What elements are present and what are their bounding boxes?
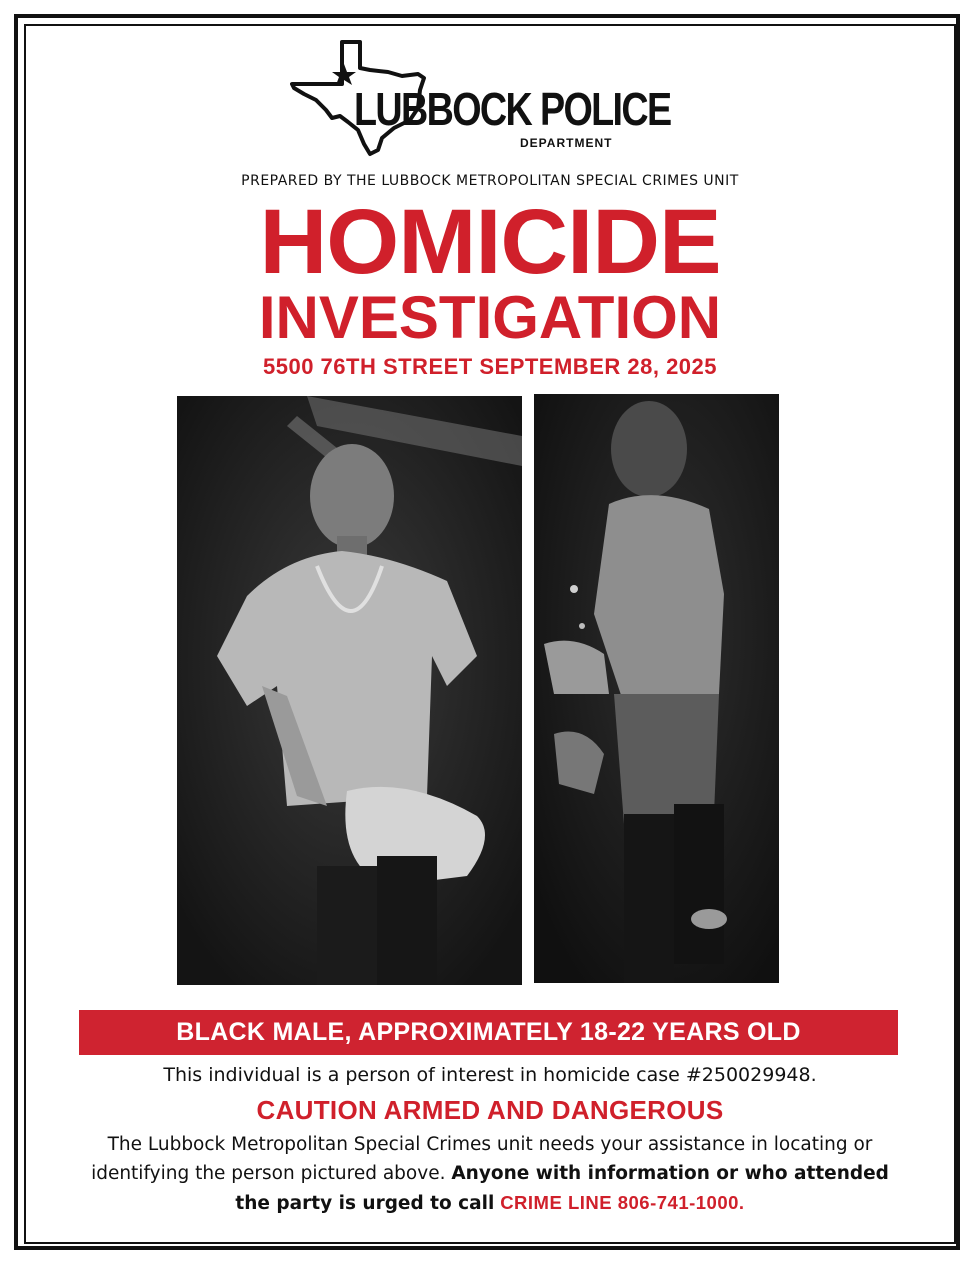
suspect-description: BLACK MALE, APPROXIMATELY 18-22 YEARS OLD bbox=[176, 1018, 801, 1046]
urge-text: Anyone with information or who attended the party is urged to call bbox=[235, 1163, 889, 1214]
prepared-by-line: PREPARED BY THE LUBBOCK METROPOLITAN SPECIAL CRIMES UNIT bbox=[241, 173, 739, 189]
suspect-description-banner bbox=[79, 1010, 898, 1055]
crime-line-number: CRIME LINE 806-741-1000. bbox=[500, 1192, 745, 1213]
caution-warning: CAUTION ARMED AND DANGEROUS bbox=[256, 1095, 724, 1125]
police-logo bbox=[290, 38, 671, 158]
logo-subtitle: DEPARTMENT bbox=[520, 136, 613, 150]
location-date: 5500 76TH STREET SEPTEMBER 28, 2025 bbox=[262, 354, 718, 379]
headline-homicide: HOMICIDE bbox=[259, 191, 721, 293]
assistance-text: The Lubbock Metropolitan Special Crimes unit needs your assistance in locating or identifying the person pictured above. bbox=[91, 1134, 873, 1184]
logo-title: LUBBOCK POLICE bbox=[354, 83, 671, 135]
headline-investigation: INVESTIGATION bbox=[258, 284, 722, 351]
surveillance-photo-front bbox=[177, 396, 522, 985]
surveillance-photo-side bbox=[534, 394, 779, 983]
person-of-interest-line: This individual is a person of interest in homicide case #250029948. bbox=[163, 1064, 817, 1086]
assistance-paragraph bbox=[90, 1130, 890, 1218]
